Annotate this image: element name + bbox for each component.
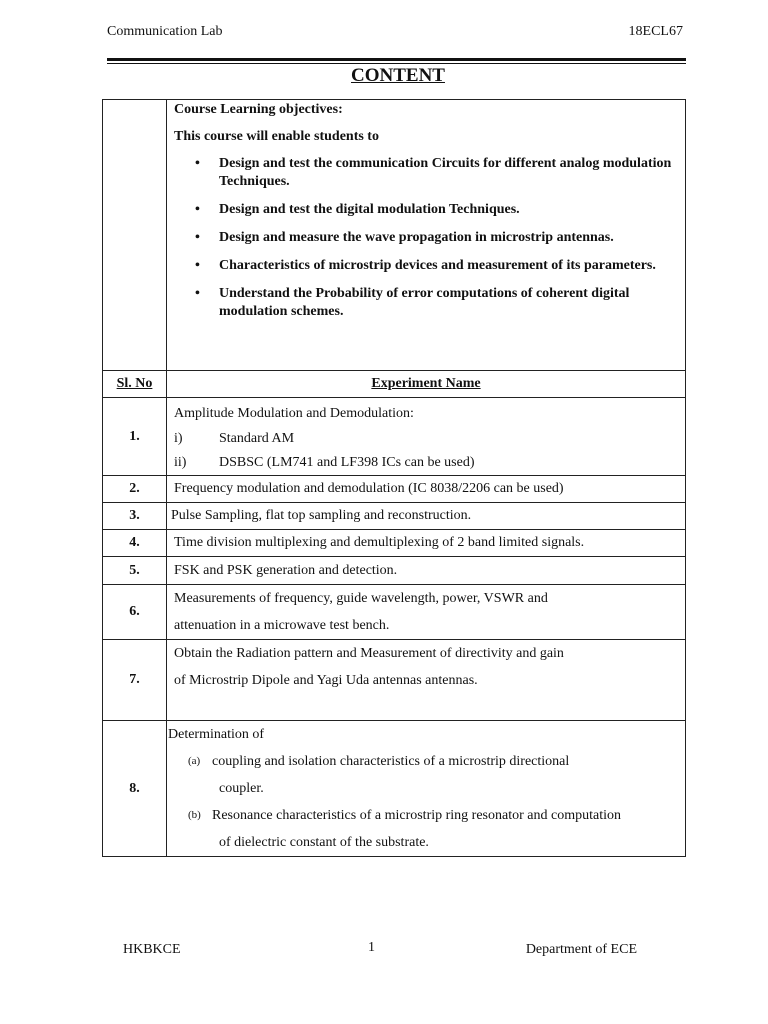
sub-item-continuation: of dielectric constant of the substrate.: [219, 835, 429, 850]
experiment-row-7: [103, 640, 686, 721]
sub-item-marker: (b): [188, 809, 201, 821]
experiment-number: 7.: [103, 640, 167, 721]
experiment-name: FSK and PSK generation and detection.: [167, 557, 686, 585]
objective-item: [195, 285, 677, 321]
experiment-name: Frequency modulation and demodulation (IC 8038/2206 can be used): [167, 476, 686, 503]
experiment-sub-item: [167, 748, 685, 775]
sub-item-text: Standard AM: [219, 431, 295, 446]
header-rule-thick: [107, 58, 686, 61]
footer-institution: HKBKCE: [123, 942, 181, 957]
experiment-row-4: [103, 530, 686, 557]
objective-item: [195, 229, 677, 247]
bullet-icon: •: [195, 230, 200, 245]
objective-item: [195, 257, 677, 275]
column-header-experiment-name: Experiment Name: [167, 371, 686, 398]
header-rule-thin: [107, 63, 686, 64]
experiment-row-3: [103, 503, 686, 530]
experiment-number: 3.: [103, 503, 167, 530]
experiment-title: Determination of: [168, 727, 265, 742]
objective-text: Design and measure the wave propagation in microstrip antennas.: [219, 230, 614, 245]
header-course-code: 18ECL67: [628, 24, 683, 39]
bullet-icon: •: [195, 156, 200, 171]
experiment-number: 5.: [103, 557, 167, 585]
experiment-row-5: [103, 557, 686, 585]
experiment-name: Pulse Sampling, flat top sampling and reconstruction.: [167, 503, 686, 530]
sub-item-marker: ii): [174, 455, 187, 470]
experiment-row-6: [103, 585, 686, 640]
experiment-name-line: attenuation in a microwave test bench.: [174, 618, 390, 633]
experiment-cell: [167, 585, 686, 640]
experiment-sub-item: [174, 451, 685, 475]
objective-text: Design and test the communication Circuits for different analog modulation Techniques.: [219, 156, 672, 189]
experiment-name: Time division multiplexing and demultiplexing of 2 band limited signals.: [167, 530, 686, 557]
sub-item-text: DSBSC (LM741 and LF398 ICs can be used): [219, 455, 475, 470]
sub-item-continuation: coupler.: [219, 781, 264, 796]
objective-text: Characteristics of microstrip devices and measurement of its parameters.: [219, 258, 656, 273]
sub-item-text: coupling and isolation characteristics of a microstrip directional: [212, 754, 570, 769]
experiment-name-line: Measurements of frequency, guide wavelength, power, VSWR and: [174, 591, 548, 606]
objective-text: Design and test the digital modulation Techniques.: [219, 202, 520, 217]
footer-page-number: 1: [368, 940, 375, 955]
objectives-blank-cell: [103, 100, 167, 371]
experiment-number: 6.: [103, 585, 167, 640]
objectives-intro: This course will enable students to: [174, 129, 379, 144]
objectives-cell: [167, 100, 686, 371]
experiment-row-8: [103, 721, 686, 857]
footer-department: Department of ECE: [525, 942, 637, 957]
sub-item-text: Resonance characteristics of a microstrip ring resonator and computation: [212, 808, 621, 823]
column-header-slno: Sl. No: [103, 371, 167, 398]
experiment-sub-item: [167, 802, 685, 829]
sub-item-marker: (a): [188, 755, 201, 767]
experiment-name-line: of Microstrip Dipole and Yagi Uda antennas antennas.: [174, 673, 478, 688]
objective-item: [195, 155, 677, 191]
experiment-number: 2.: [103, 476, 167, 503]
objective-text: Understand the Probability of error computations of coherent digital modulation schemes.: [219, 286, 630, 319]
sub-item-marker: i): [174, 431, 183, 446]
content-table: [102, 99, 686, 857]
objective-item: [195, 201, 677, 219]
header-lab-name: Communication Lab: [107, 24, 223, 39]
experiment-cell: [167, 640, 686, 721]
table-header-row: [103, 371, 686, 398]
page-title: CONTENT: [351, 65, 445, 86]
experiment-row-2: [103, 476, 686, 503]
experiment-cell: [167, 721, 686, 857]
experiment-cell: [167, 398, 686, 476]
bullet-icon: •: [195, 202, 200, 217]
objectives-row: [103, 100, 686, 371]
bullet-icon: •: [195, 258, 200, 273]
experiment-name-line: Obtain the Radiation pattern and Measurement of directivity and gain: [174, 646, 564, 661]
bullet-icon: •: [195, 286, 200, 301]
experiment-sub-item: [174, 427, 685, 451]
experiment-row-1: [103, 398, 686, 476]
experiment-number: 1.: [103, 398, 167, 476]
experiment-number: 8.: [103, 721, 167, 857]
experiment-number: 4.: [103, 530, 167, 557]
objectives-heading: Course Learning objectives:: [174, 102, 343, 117]
objectives-list: [174, 155, 677, 321]
experiment-title: Amplitude Modulation and Demodulation:: [174, 406, 414, 421]
